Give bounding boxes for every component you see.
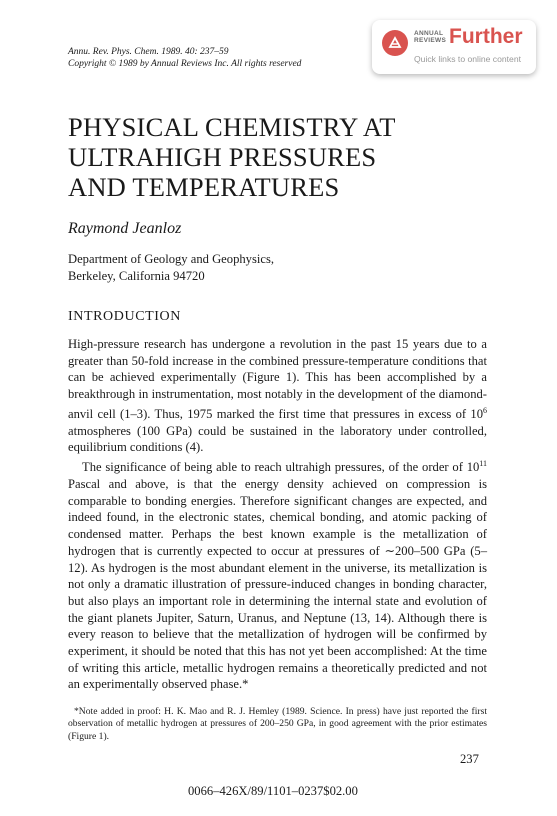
author-name: Raymond Jeanloz <box>68 220 182 237</box>
badge-subtitle: Quick links to online content <box>414 54 522 64</box>
article-body <box>68 336 487 693</box>
affiliation-line: Department of Geology and Geophysics, <box>68 252 274 266</box>
article-title <box>68 112 396 202</box>
paragraph <box>68 456 487 693</box>
paragraph-text: High-pressure research has undergone a revolution in the past 15 years due to a greater than 50-fold increase in the combined pressure-temperature conditions that can be achieved experimentally (Figure 1). This has been accomplished by a breakthrough in instrumentation, most notably in the development of the diamond-anvil cell (1–3). Thus, 1975 marked the first time that pressures in excess of 10 <box>68 337 487 421</box>
superscript: 6 <box>483 405 487 415</box>
footnote-text: *Note added in proof: H. K. Mao and R. J. Hemley (1989. Science. In press) have just reported the first observation of metallic hydrogen at pressures of 200–250 GPa, in good agreement with the prior estimates (Figure 1). <box>68 706 487 742</box>
further-links-badge[interactable] <box>372 20 536 74</box>
title-line: ULTRAHIGH PRESSURES <box>68 142 377 172</box>
copyright-line: Copyright © 1989 by Annual Reviews Inc. All rights reserved <box>68 59 302 69</box>
title-line: AND TEMPERATURES <box>68 172 340 202</box>
annual-reviews-logo-icon <box>382 30 408 56</box>
paragraph <box>68 336 487 456</box>
article-code: 0066–426X/89/1101–0237$02.00 <box>188 784 358 798</box>
badge-brand: ANNUAL REVIEWS <box>414 30 447 44</box>
paragraph-text: The significance of being able to reach ultrahigh pressures, of the order of 10 <box>82 460 480 475</box>
citation-line: Annu. Rev. Phys. Chem. 1989. 40: 237–59 <box>68 47 229 57</box>
affiliation-line: Berkeley, California 94720 <box>68 268 205 283</box>
superscript: 11 <box>479 459 487 469</box>
paragraph-text: Pascal and above, is that the energy density achieved on compression is comparable to bonding energies. Therefore significant changes are expected, and indeed found, in the electronic states, chemical bonding, and atomic packing of condensed matter. Perhaps the best known example is the metallization of hydrogen that is currently expected to occur at pressures of ∼200–500 GPa (5–12). As hydrogen is the most abundant element in the universe, its metallization is not only a dramatic illustration of pressure-induced changes in bonding character, but also plays an important role in determining the internal state and evolution of the giant planets Jupiter, Saturn, Uranus, and Neptune (13, 14). Although there is every reason to believe that the metallization of hydrogen will be confirmed by experiment, it should be noted that this has not yet been accomplished: At the time of writing this article, metallic hydrogen remains a theoretically predicted and not an experimentally observed phase.* <box>68 477 487 692</box>
badge-further-label: Further <box>449 25 523 48</box>
section-heading: INTRODUCTION <box>68 309 181 324</box>
author-affiliation <box>68 251 274 284</box>
page-number: 237 <box>460 752 479 766</box>
title-line: PHYSICAL CHEMISTRY AT <box>68 112 396 142</box>
footnote <box>68 706 487 743</box>
journal-citation <box>68 46 301 70</box>
paragraph-text: atmospheres (100 GPa) could be sustained in the laboratory under controlled, equilibrium conditions (4). <box>68 423 487 455</box>
